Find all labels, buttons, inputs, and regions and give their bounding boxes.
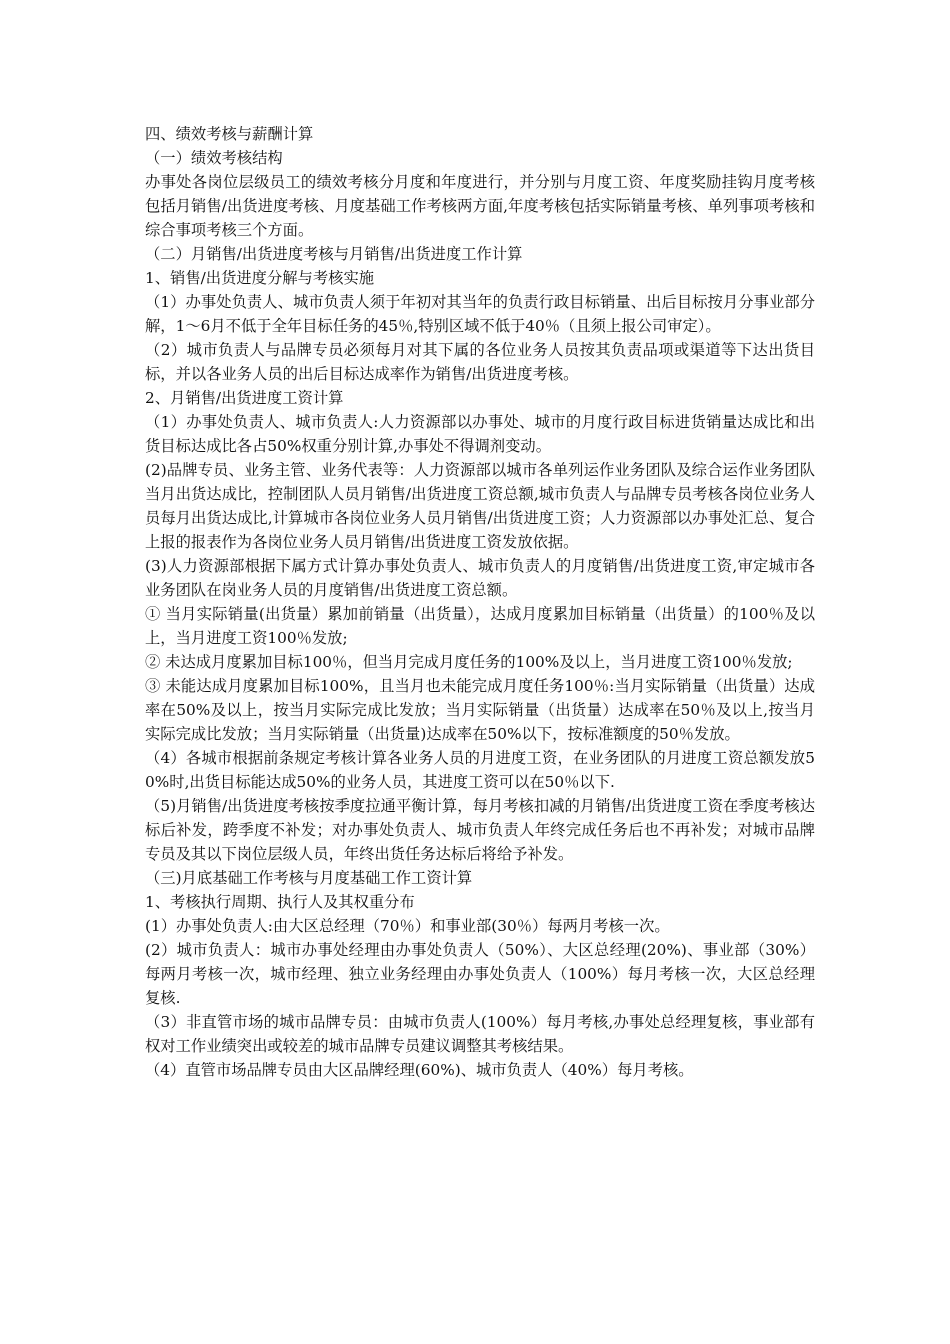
body-paragraph: （2）城市负责人与品牌专员必须每月对其下属的各位业务人员按其负责品项或渠道等下达出货目标，并以各业务人员的出后目标达成率作为销售/出货进度考核。 — [145, 341, 815, 383]
item-heading: 2、月销售/出货进度工资计算 — [145, 389, 344, 407]
body-paragraph: (2）城市负责人：城市办事处经理由办事处负责人（50%）、大区总经理(20%)、事业部（30%）每两月考核一次，城市经理、独立业务经理由办事处负责人（100%）每月考核一次，大区总经理复核. — [145, 941, 815, 1007]
item-heading: 1、销售/出货进度分解与考核实施 — [145, 269, 375, 287]
body-paragraph: (3)人力资源部根据下属方式计算办事处负责人、城市负责人的月度销售/出货进度工资,审定城市各业务团队在岗业务人员的月度销售/出货进度工资总额。 — [145, 557, 815, 599]
body-paragraph: （3）非直管市场的城市品牌专员：由城市负责人(100%）每月考核,办事处总经理复核，事业部有权对工作业绩突出或较差的城市品牌专员建议调整其考核结果。 — [145, 1013, 815, 1055]
body-paragraph: （5)月销售/出货进度考核按季度拉通平衡计算，每月考核扣减的月销售/出货进度工资在季度考核达标后补发，跨季度不补发；对办事处负责人、城市负责人年终完成任务后也不再补发；对城市品牌专员及其以下岗位层级人员，年终出货任务达标后将给予补发。 — [145, 797, 815, 863]
subsection-heading: （一）绩效考核结构 — [145, 149, 283, 167]
body-paragraph: (2)品牌专员、业务主管、业务代表等：人力资源部以城市各单列运作业务团队及综合运作业务团队当月出货达成比，控制团队人员月销售/出货进度工资总额,城市负责人与品牌专员考核各岗位业务人员每月出货达成比,计算城市各岗位业务人员月销售/出货进度工资；人力资源部以办事处汇总、复合上报的报表作为各岗位业务人员月销售/出货进度工资发放依据。 — [145, 461, 815, 551]
body-paragraph: （1）办事处负责人、城市负责人须于年初对其当年的负责行政目标销量、出后目标按月分事业部分解，1～6月不低于全年目标任务的45％,特别区域不低于40％（且须上报公司审定）。 — [145, 293, 815, 335]
body-paragraph: （1）办事处负责人、城市负责人:人力资源部以办事处、城市的月度行政目标进货销量达成比和出货目标达成比各占50%权重分别计算,办事处不得调剂变动。 — [145, 413, 815, 455]
body-paragraph: （4）各城市根据前条规定考核计算各业务人员的月进度工资，在业务团队的月进度工资总额发放50%时,出货目标能达成50%的业务人员，其进度工资可以在50％以下. — [145, 749, 815, 791]
subsection-heading: （三)月底基础工作考核与月度基础工作工资计算 — [145, 869, 473, 887]
list-item: ③ 未能达成月度累加目标100%，且当月也未能完成月度任务100％:当月实际销量（出货量）达成率在50%及以上，按当月实际完成比发放；当月实际销量（出货量）达成率在50％及以上,按当月实际完成比发放；当月实际销量（出货量)达成率在50%以下，按标准额度的50％发放。 — [145, 677, 815, 743]
document-page — [145, 122, 815, 1082]
subsection-heading: （二）月销售/出货进度考核与月销售/出货进度工作计算 — [145, 245, 523, 263]
list-item: ① 当月实际销量(出货量）累加前销量（出货量），达成月度累加目标销量（出货量）的100％及以上，当月进度工资100％发放; — [145, 605, 815, 647]
list-item: ② 未达成月度累加目标100％，但当月完成月度任务的100%及以上，当月进度工资100％发放; — [145, 653, 793, 671]
body-paragraph: （4）直管市场品牌专员由大区品牌经理(60%)、城市负责人（40%）每月考核。 — [145, 1061, 694, 1079]
item-heading: 1、考核执行周期、执行人及其权重分布 — [145, 893, 415, 911]
section-heading: 四、绩效考核与薪酬计算 — [145, 125, 314, 143]
body-paragraph: 办事处各岗位层级员工的绩效考核分月度和年度进行，并分别与月度工资、年度奖励挂钩月度考核包括月销售/出货进度考核、月度基础工作考核两方面,年度考核包括实际销量考核、单列事项考核和综合事项考核三个方面。 — [145, 173, 815, 239]
body-paragraph: (1）办事处负责人:由大区总经理（70％）和事业部(30％）每两月考核一次。 — [145, 917, 670, 935]
